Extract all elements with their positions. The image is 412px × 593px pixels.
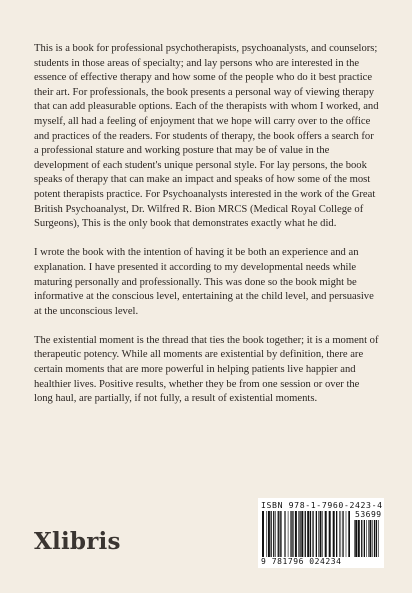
ean-number: 9 781796 024234 bbox=[261, 557, 342, 566]
barcode-bar bbox=[275, 511, 276, 557]
publisher-logo: Xlibris bbox=[34, 528, 121, 555]
barcode-bar bbox=[301, 511, 303, 557]
barcode-bar bbox=[364, 520, 365, 557]
isbn-text: ISBN 978-1-7960-2423-4 bbox=[261, 500, 383, 510]
barcode-bar bbox=[298, 511, 299, 557]
barcode-bar bbox=[320, 511, 322, 557]
barcode-bar bbox=[290, 511, 291, 557]
barcode-bar bbox=[305, 511, 306, 557]
barcode-bar bbox=[307, 511, 309, 557]
barcode-bar bbox=[299, 511, 300, 557]
barcode-bar bbox=[358, 520, 360, 557]
barcode-bar bbox=[273, 511, 274, 557]
barcode-bar bbox=[361, 520, 362, 557]
barcode-bar bbox=[310, 511, 311, 557]
barcode-bar bbox=[288, 511, 289, 557]
addon-number: 53699 bbox=[355, 510, 382, 519]
barcode-bar bbox=[322, 511, 323, 557]
barcode-bar bbox=[372, 520, 373, 557]
isbn-barcode bbox=[258, 498, 384, 568]
blurb-paragraph-2: I wrote the book with the intention of having it be both an experience and an explanation. I have presented it according to my developmental needs while maturing personally and professionally. This was done so the book might be informative at the conscious level, entertaining at the child level, and persuasive at the unconscious level. bbox=[34, 247, 374, 317]
barcode-bar bbox=[280, 511, 281, 557]
barcode-bar bbox=[284, 511, 285, 557]
blurb-text bbox=[34, 42, 380, 421]
barcode-bar bbox=[348, 511, 350, 557]
barcode-bar bbox=[336, 511, 337, 557]
barcode-bar bbox=[268, 511, 270, 557]
barcode-bar bbox=[342, 511, 343, 557]
barcode-bar bbox=[376, 520, 377, 557]
addon-barcode-bars bbox=[354, 520, 381, 557]
barcode-bar bbox=[266, 511, 267, 557]
barcode-bar bbox=[312, 511, 313, 557]
barcode-bar bbox=[329, 511, 331, 557]
barcode-bar bbox=[295, 511, 297, 557]
barcode-bar bbox=[316, 511, 317, 557]
barcode-bar bbox=[355, 520, 357, 557]
barcode-bar bbox=[354, 520, 355, 557]
barcode-bar bbox=[281, 511, 282, 557]
barcode-bar bbox=[368, 520, 369, 557]
barcode-bar bbox=[366, 520, 367, 557]
ean-barcode-bars bbox=[262, 511, 350, 557]
barcode-bar bbox=[374, 520, 375, 557]
barcode-bar bbox=[339, 511, 340, 557]
barcode-bar bbox=[285, 511, 286, 557]
barcode-bar bbox=[262, 511, 264, 557]
barcode-bar bbox=[292, 511, 293, 557]
barcode-bar bbox=[341, 511, 342, 557]
barcode-bar bbox=[325, 511, 327, 557]
barcode-bar bbox=[318, 511, 319, 557]
barcode-bar bbox=[378, 520, 379, 557]
barcode-bar bbox=[369, 520, 371, 557]
barcode-bar bbox=[346, 511, 347, 557]
barcode-bar bbox=[333, 511, 335, 557]
blurb-paragraph-3: The existential moment is the thread that ties the book together; it is a moment of therapeutic potency. While all moments are existential by definition, there are certain moments that are more powerful in helping patients live happier and healthier lives. Positive results, whether they be from one session or over the long haul, are partially, if not fully, a result of existential moments. bbox=[34, 334, 379, 405]
barcode-bar bbox=[278, 511, 279, 557]
blurb-paragraph-1: This is a book for professional psychotherapists, psychoanalysts, and counselors; students in those areas of specialty; and lay persons who are interested in the essence of effective therapy and how some of the people who do it best practice their art. For professionals, the book presents a personal way of viewing therapy that can add pleasurable options. Each of the therapists with whom I worked, and myself, all had a feeling of enjoyment that we hope will carry over to the office and practices of the readers. For students of therapy, the book offers a search for a professional stature and working posture that may be of value in the development of each student's unique personal style. For lay persons, the book speaks of therapy that can make an impact and speaks of how some of the most potent therapists practice. For Psychoanalysts interested in the work of the Great British Psychoanalyst, Dr. Wilfred R. Bion MRCS (Medical Royal College of Surgeons), This is the only book that demonstrates exactly what he did. bbox=[34, 43, 379, 230]
barcode-bar bbox=[271, 511, 272, 557]
